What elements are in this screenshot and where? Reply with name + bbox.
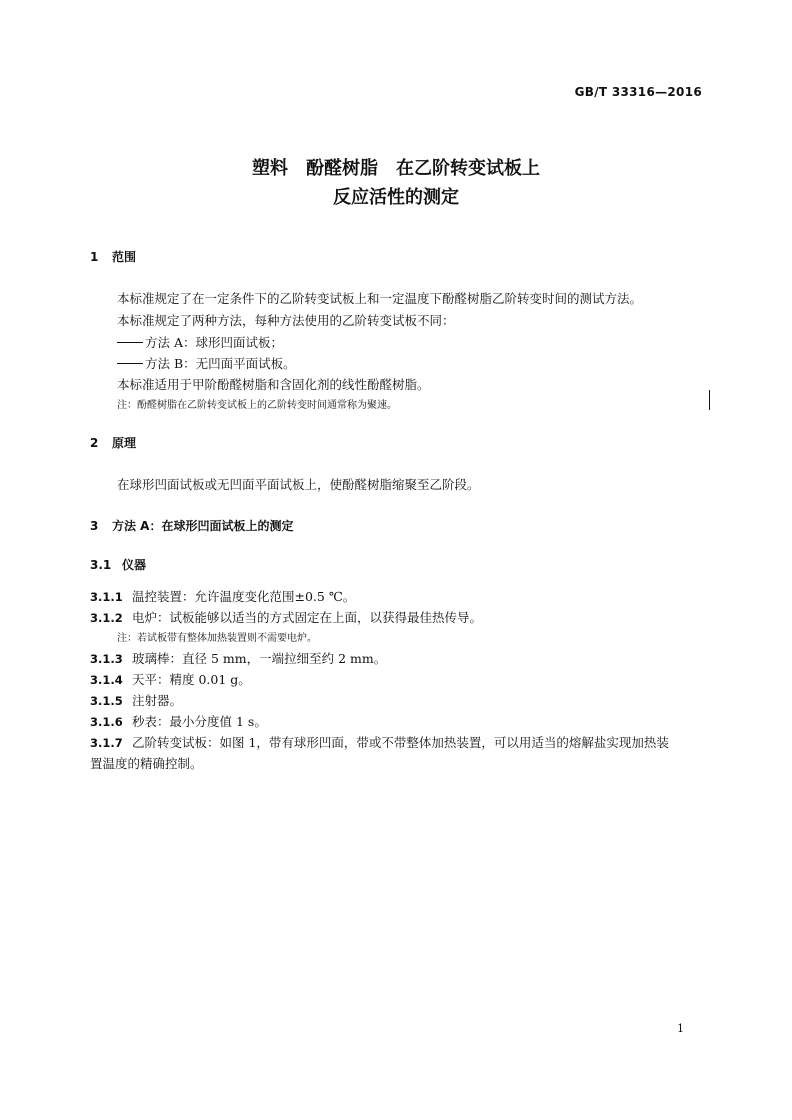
item-text: 注射器。: [132, 693, 183, 708]
item-3-1-6: [90, 712, 267, 730]
method-a-item: [117, 333, 283, 351]
item-3-1-1: [90, 587, 355, 605]
item-text: 秒表：最小分度值 1 s。: [132, 714, 267, 729]
item-number: 3.1.4: [90, 673, 123, 687]
section-number: 2: [90, 436, 99, 450]
section-number: 1: [90, 250, 99, 264]
section-title: 原理: [112, 436, 137, 450]
dash-icon: [117, 363, 143, 364]
item-text: 天平：精度 0.01 g。: [132, 672, 251, 687]
section-3-1-heading: [90, 556, 146, 573]
method-b-item: [117, 354, 296, 372]
section-number: 3.1: [90, 558, 112, 572]
item-text: 电炉：试板能够以适当的方式固定在上面，以获得最佳热传导。: [132, 610, 483, 625]
item-text: 玻璃棒：直径 5 mm，一端拉细至约 2 mm。: [132, 651, 387, 666]
item-3-1-7-continuation: 置温度的精确控制。: [90, 756, 203, 771]
section-2-paragraph-1: 在球形凹面试板或无凹面平面试板上，使酚醛树脂缩聚至乙阶段。: [117, 477, 480, 492]
section-1-paragraph-3: 本标准适用于甲阶酚醛树脂和含固化剂的线性酚醛树脂。: [117, 377, 430, 392]
document-title-line2: 反应活性的测定: [333, 187, 459, 208]
method-b-text: 方法 B：无凹面平面试板。: [145, 356, 296, 371]
document-title-line1: 塑料 酚醛树脂 在乙阶转变试板上: [252, 158, 540, 179]
section-2-heading: [90, 434, 136, 451]
section-title: 范围: [112, 250, 137, 264]
method-a-text: 方法 A：球形凹面试板；: [145, 335, 284, 350]
section-3-heading: [90, 517, 293, 534]
dash-icon: [117, 342, 143, 343]
item-3-1-2-note: 注：若试板带有整体加热装置则不需要电炉。: [117, 633, 317, 644]
item-3-1-5: [90, 691, 182, 709]
section-1-paragraph-2: 本标准规定了两种方法，每种方法使用的乙阶转变试板不同：: [117, 313, 455, 328]
item-number: 3.1.1: [90, 590, 123, 604]
section-title: 方法 A：在球形凹面试板上的测定: [112, 519, 294, 533]
item-number: 3.1.6: [90, 715, 123, 729]
item-3-1-2: [90, 608, 482, 626]
section-title: 仪器: [122, 558, 147, 572]
section-1-paragraph-1: 本标准规定了在一定条件下的乙阶转变试板上和一定温度下酚醛树脂乙阶转变时间的测试方法。: [117, 291, 643, 306]
page-number: 1: [677, 1022, 684, 1035]
section-1-note: 注：酚醛树脂在乙阶转变试板上的乙阶转变时间通常称为聚速。: [117, 400, 397, 411]
item-number: 3.1.2: [90, 611, 123, 625]
item-text: 温控装置：允许温度变化范围±0.5 ℃。: [132, 589, 356, 604]
item-number: 3.1.3: [90, 652, 123, 666]
item-3-1-4: [90, 670, 251, 688]
item-3-1-7: [90, 733, 669, 751]
change-bar: [709, 390, 710, 410]
item-number: 3.1.5: [90, 694, 123, 708]
item-text: 乙阶转变试板：如图 1，带有球形凹面，带或不带整体加热装置，可以用适当的熔解盐实现加热装: [132, 735, 669, 750]
item-3-1-3: [90, 649, 386, 667]
section-number: 3: [90, 519, 99, 533]
standard-code: GB/T 33316—2016: [574, 85, 702, 99]
section-1-heading: [90, 248, 136, 265]
item-number: 3.1.7: [90, 736, 123, 750]
